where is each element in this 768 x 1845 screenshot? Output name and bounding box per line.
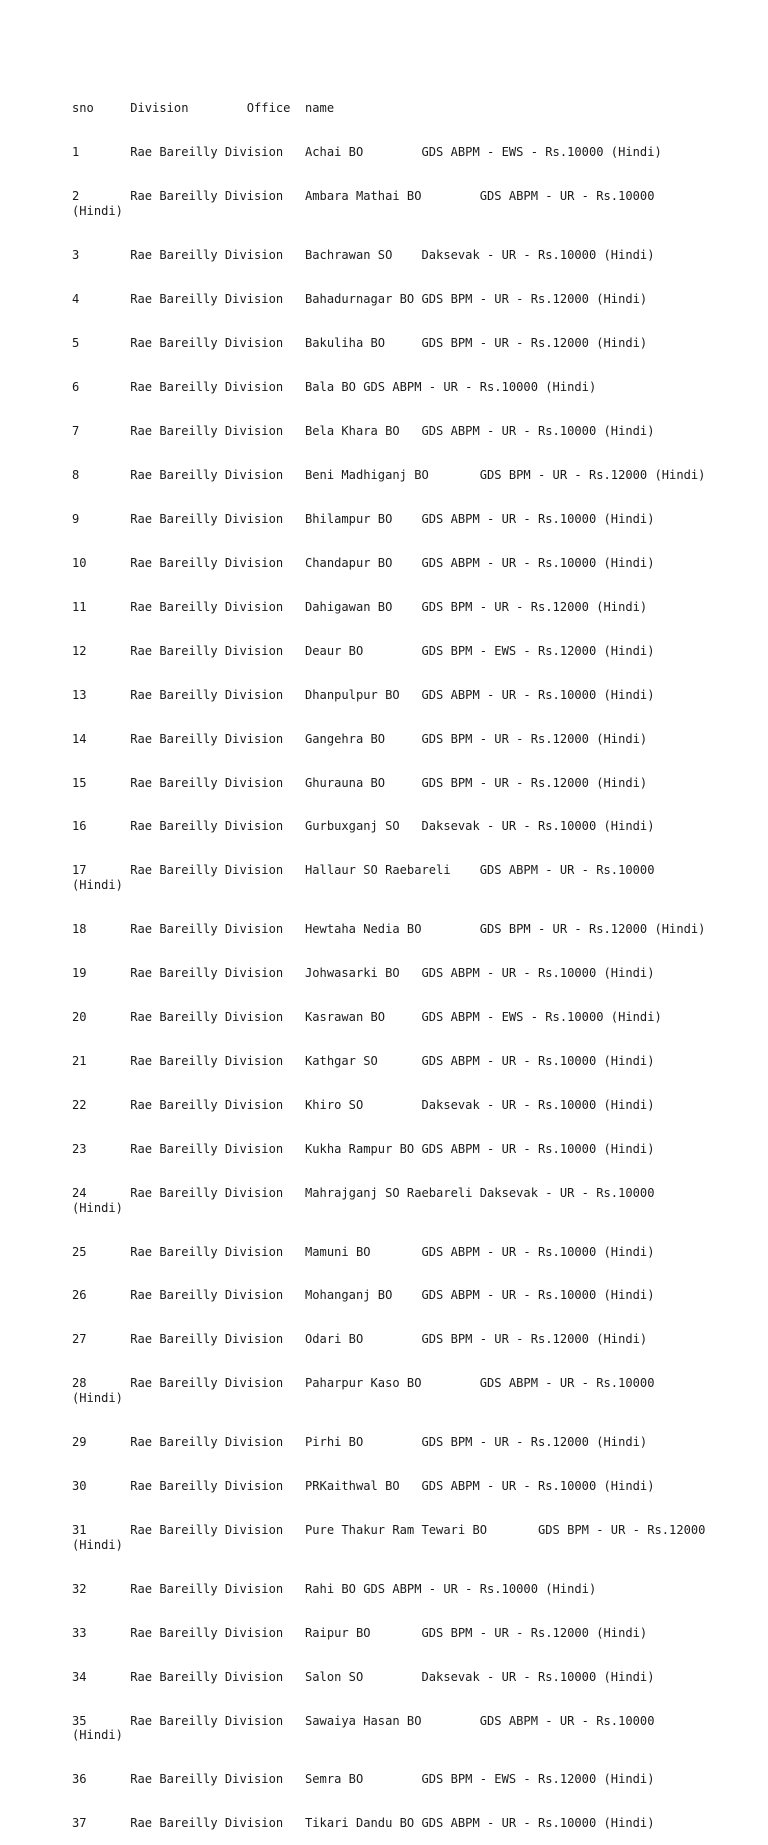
row-line: 31 Rae Bareilly Division Pure Thakur Ram Tewari BO GDS BPM - UR - Rs.12000 (Hindi) <box>72 1522 713 1552</box>
row-line: 26 Rae Bareilly Division Mohanganj BO GDS ABPM - UR - Rs.10000 (Hindi) <box>72 1288 655 1303</box>
row-line: 24 Rae Bareilly Division Mahrajganj SO Raebareli Daksevak - UR - Rs.10000 (Hindi) <box>72 1185 662 1215</box>
row-line: 5 Rae Bareilly Division Bakuliha BO GDS BPM - UR - Rs.12000 (Hindi) <box>72 335 648 350</box>
row-line: 37 Rae Bareilly Division Tikari Dandu BO GDS ABPM - UR - Rs.10000 (Hindi) <box>72 1816 655 1831</box>
row-line: 20 Rae Bareilly Division Kasrawan BO GDS ABPM - EWS - Rs.10000 (Hindi) <box>72 1010 662 1024</box>
row-line: 18 Rae Bareilly Division Hewtaha Nedia BO GDS BPM - UR - Rs.12000 (Hindi) <box>72 922 706 937</box>
row-line: 34 Rae Bareilly Division Salon SO Daksevak - UR - Rs.10000 (Hindi) <box>72 1669 655 1684</box>
row-line: 7 Rae Bareilly Division Bela Khara BO GDS ABPM - UR - Rs.10000 (Hindi) <box>72 423 655 438</box>
row-line: 8 Rae Bareilly Division Beni Madhiganj BO GDS BPM - UR - Rs.12000 (Hindi) <box>72 467 706 482</box>
row-line: 1 Rae Bareilly Division Achai BO GDS ABPM - EWS - Rs.10000 (Hindi) <box>72 145 662 160</box>
row-line: 35 Rae Bareilly Division Sawaiya Hasan BO GDS ABPM - UR - Rs.10000 (Hindi) <box>72 1713 662 1743</box>
row-line: 28 Rae Bareilly Division Paharpur Kaso BO GDS ABPM - UR - Rs.10000 (Hindi) <box>72 1376 662 1406</box>
row-line: 23 Rae Bareilly Division Kukha Rampur BO GDS ABPM - UR - Rs.10000 (Hindi) <box>72 1141 655 1156</box>
row-line: 19 Rae Bareilly Division Johwasarki BO GDS ABPM - UR - Rs.10000 (Hindi) <box>72 966 655 981</box>
text-document <box>72 72 712 1845</box>
row-line: 3 Rae Bareilly Division Bachrawan SO Daksevak - UR - Rs.10000 (Hindi) <box>72 247 655 262</box>
row-line: 32 Rae Bareilly Division Rahi BO GDS ABPM - UR - Rs.10000 (Hindi) <box>72 1581 597 1596</box>
row-line: 29 Rae Bareilly Division Pirhi BO GDS BPM - UR - Rs.12000 (Hindi) <box>72 1435 648 1450</box>
row-line: 14 Rae Bareilly Division Gangehra BO GDS BPM - UR - Rs.12000 (Hindi) <box>72 731 648 746</box>
row-line: 36 Rae Bareilly Division Semra BO GDS BPM - EWS - Rs.12000 (Hindi) <box>72 1772 655 1787</box>
row-line: 21 Rae Bareilly Division Kathgar SO GDS ABPM - UR - Rs.10000 (Hindi) <box>72 1053 655 1068</box>
row-line: 16 Rae Bareilly Division Gurbuxganj SO Daksevak - UR - Rs.10000 (Hindi) <box>72 819 655 834</box>
row-line: 10 Rae Bareilly Division Chandapur BO GDS ABPM - UR - Rs.10000 (Hindi) <box>72 555 655 570</box>
row-line: 15 Rae Bareilly Division Ghurauna BO GDS BPM - UR - Rs.12000 (Hindi) <box>72 775 648 790</box>
row-line: 33 Rae Bareilly Division Raipur BO GDS BPM - UR - Rs.12000 (Hindi) <box>72 1625 648 1640</box>
row-line: 9 Rae Bareilly Division Bhilampur BO GDS ABPM - UR - Rs.10000 (Hindi) <box>72 511 655 526</box>
row-line: 17 Rae Bareilly Division Hallaur SO Raebareli GDS ABPM - UR - Rs.10000 (Hindi) <box>72 863 662 893</box>
row-line: 25 Rae Bareilly Division Mamuni BO GDS ABPM - UR - Rs.10000 (Hindi) <box>72 1244 655 1259</box>
row-line: 2 Rae Bareilly Division Ambara Mathai BO GDS ABPM - UR - Rs.10000 (Hindi) <box>72 189 662 218</box>
row-line: 27 Rae Bareilly Division Odari BO GDS BPM - UR - Rs.12000 (Hindi) <box>72 1332 648 1347</box>
row-line: 22 Rae Bareilly Division Khiro SO Daksevak - UR - Rs.10000 (Hindi) <box>72 1097 655 1112</box>
row-line: 6 Rae Bareilly Division Bala BO GDS ABPM - UR - Rs.10000 (Hindi) <box>72 379 597 394</box>
row-line: 4 Rae Bareilly Division Bahadurnagar BO GDS BPM - UR - Rs.12000 (Hindi) <box>72 291 648 306</box>
row-line: 30 Rae Bareilly Division PRKaithwal BO GDS ABPM - UR - Rs.10000 (Hindi) <box>72 1479 655 1493</box>
row-line: 11 Rae Bareilly Division Dahigawan BO GDS BPM - UR - Rs.12000 (Hindi) <box>72 599 648 614</box>
row-line: 12 Rae Bareilly Division Deaur BO GDS BPM - EWS - Rs.12000 (Hindi) <box>72 643 655 658</box>
header-line: sno Division Office name <box>72 101 335 116</box>
row-line: 13 Rae Bareilly Division Dhanpulpur BO GDS ABPM - UR - Rs.10000 (Hindi) <box>72 687 655 702</box>
